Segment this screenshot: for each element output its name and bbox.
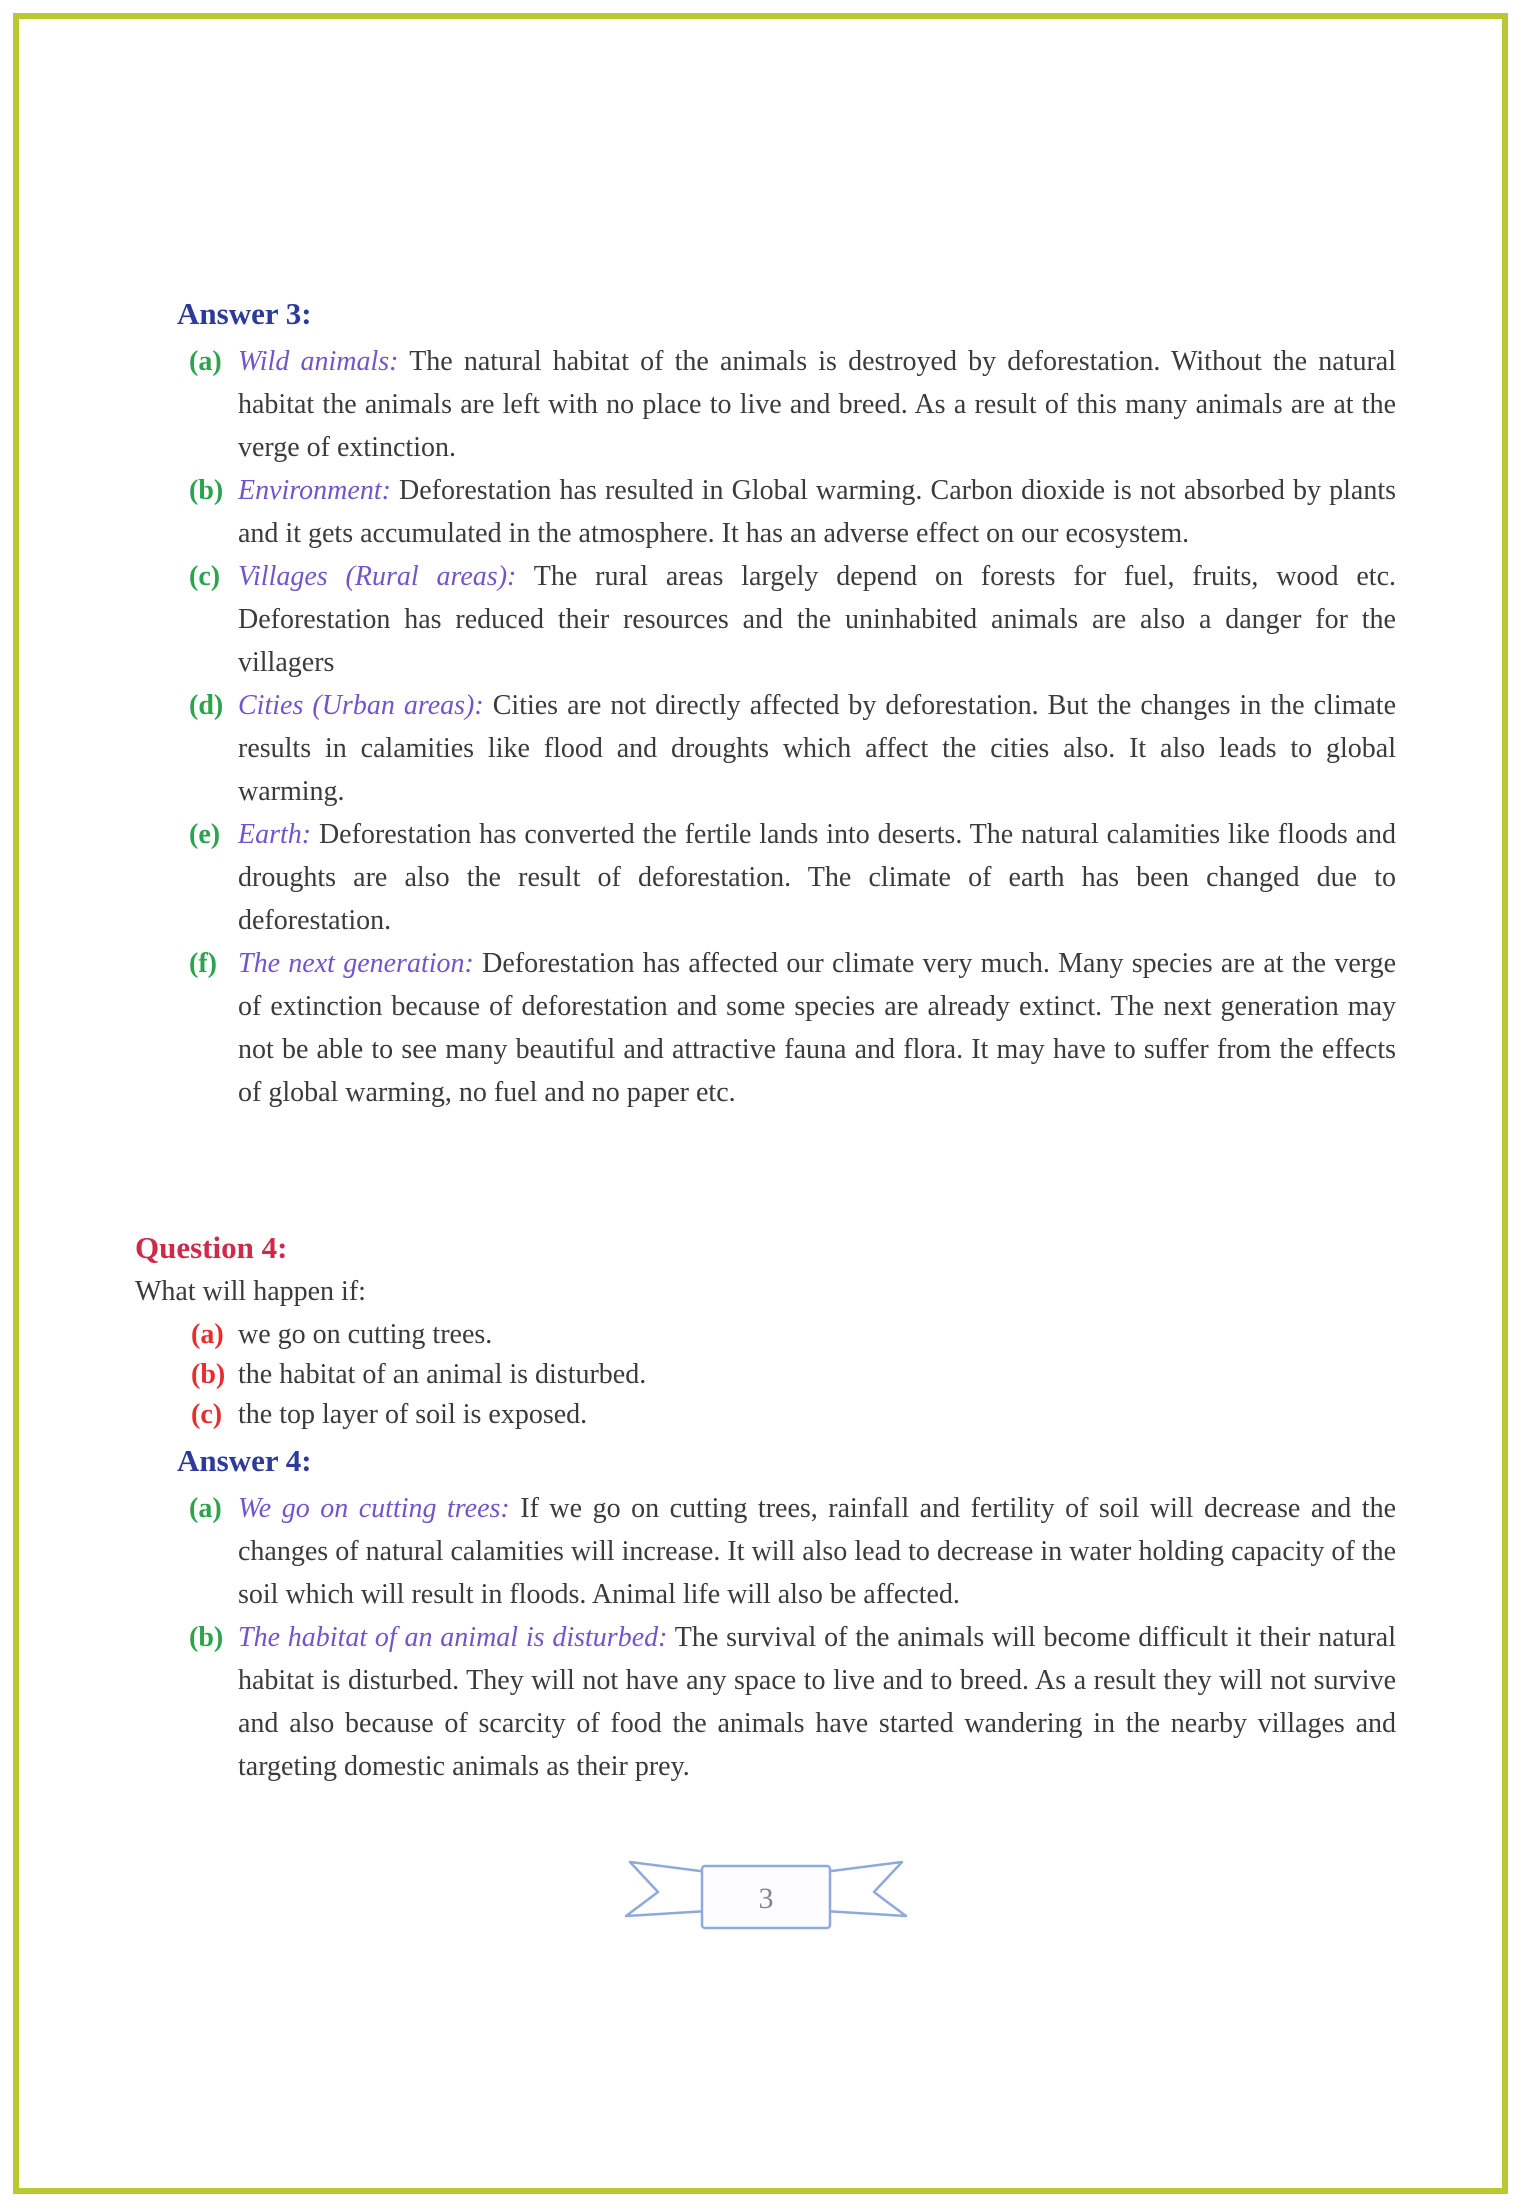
answer-4-section [177,1439,1396,1788]
item-lead: Villages (Rural areas): [238,561,517,592]
item-text: If we go on cutting trees, rainfall and fertility of soil will decrease and the changes of natural calamities will increase. It will also lead to decrease in water holding capacity of the soil which will result in floods. Animal life will also be affected. [238,1493,1396,1610]
item-text: The rural areas largely depend on forests for fuel, fruits, wood etc. Deforestation has reduced their resources and the uninhabited animals are also a danger for the villagers [238,561,1396,678]
question-4-item-a [135,1315,1396,1355]
item-body [238,942,1396,1114]
question-4-item-b [135,1355,1396,1395]
answer-3-item-a [177,340,1396,469]
item-text: Cities are not directly affected by deforestation. But the changes in the climate results in calamities like flood and droughts which affect the cities also. It also leads to global warming. [238,690,1397,807]
item-lead: Cities (Urban areas): [238,690,484,721]
question-4-section [135,1226,1396,1435]
item-body [238,1616,1396,1788]
item-body [238,684,1396,813]
answer-4-heading: Answer 4: [177,1443,312,1478]
answer-3-item-d [177,684,1396,813]
item-text: Deforestation has resulted in Global warming. Carbon dioxide is not absorbed by plants and it gets accumulated in the atmosphere. It has an adverse effect on our ecosystem. [238,475,1396,549]
item-letter: (e) [189,819,221,850]
answer-3-heading: Answer 3: [177,296,312,331]
answer-3-item-c [177,555,1396,684]
item-lead: Environment: [238,475,391,506]
answer-3-item-f [177,942,1396,1114]
item-letter: (c) [191,1399,223,1430]
item-text: Deforestation has affected our climate very much. Many species are at the verge of extinction because of deforestation and some species are already extinct. The next generation may not be able to see many beautiful and attractive fauna and flora. It may have to suffer from the effects of global warming, no fuel and no paper etc. [238,948,1397,1108]
answer-4-item-b [177,1616,1396,1788]
item-letter: (f) [189,948,217,979]
item-text: the top layer of soil is exposed. [238,1399,588,1430]
item-text: The survival of the animals will become difficult it their natural habitat is disturbed. They will not have any space to live and to breed. As a result they will not survive and also because of scarcity of food the animals have started wandering in the nearby villages and targeting domestic animals as their prey. [238,1622,1396,1782]
item-letter: (a) [189,346,222,377]
item-letter: (b) [189,475,224,506]
answer-3-item-e [177,813,1396,942]
page-number: 3 [758,1882,773,1915]
answer-4-item-a [177,1487,1396,1616]
item-letter: (b) [189,1622,224,1653]
item-letter: (c) [189,561,221,592]
item-body [238,555,1396,684]
item-letter: (b) [191,1359,226,1390]
item-letter: (a) [191,1319,224,1350]
answer-3-item-b [177,469,1396,555]
item-body [238,469,1396,555]
item-lead: The habitat of an animal is disturbed: [238,1622,668,1653]
question-4-heading: Question 4: [135,1230,288,1265]
question-4-item-c [135,1395,1396,1435]
item-text: The natural habitat of the animals is destroyed by deforestation. Without the natural habitat the animals are left with no place to live and breed. As a result of this many animals are at the verge of extinction. [238,346,1397,463]
item-text: the habitat of an animal is disturbed. [238,1359,647,1390]
ribbon-banner-icon [616,1854,916,1938]
item-lead: Wild animals: [238,346,399,377]
item-body [238,340,1396,469]
item-body [238,813,1396,942]
page-number-ribbon [135,1854,1396,1938]
answer-3-section [177,292,1396,1114]
item-lead: Earth: [238,819,312,850]
item-text: we go on cutting trees. [238,1319,493,1350]
item-lead: The next generation: [238,948,474,979]
item-letter: (d) [189,690,224,721]
item-body [238,1487,1396,1616]
item-text: Deforestation has converted the fertile lands into deserts. The natural calamities like floods and droughts are also the result of deforestation. The climate of earth has been changed due to deforestation. [238,819,1397,936]
question-4-intro: What will happen if: [135,1276,366,1307]
item-lead: We go on cutting trees: [238,1493,510,1524]
item-letter: (a) [189,1493,222,1524]
page-content [135,292,1396,1938]
